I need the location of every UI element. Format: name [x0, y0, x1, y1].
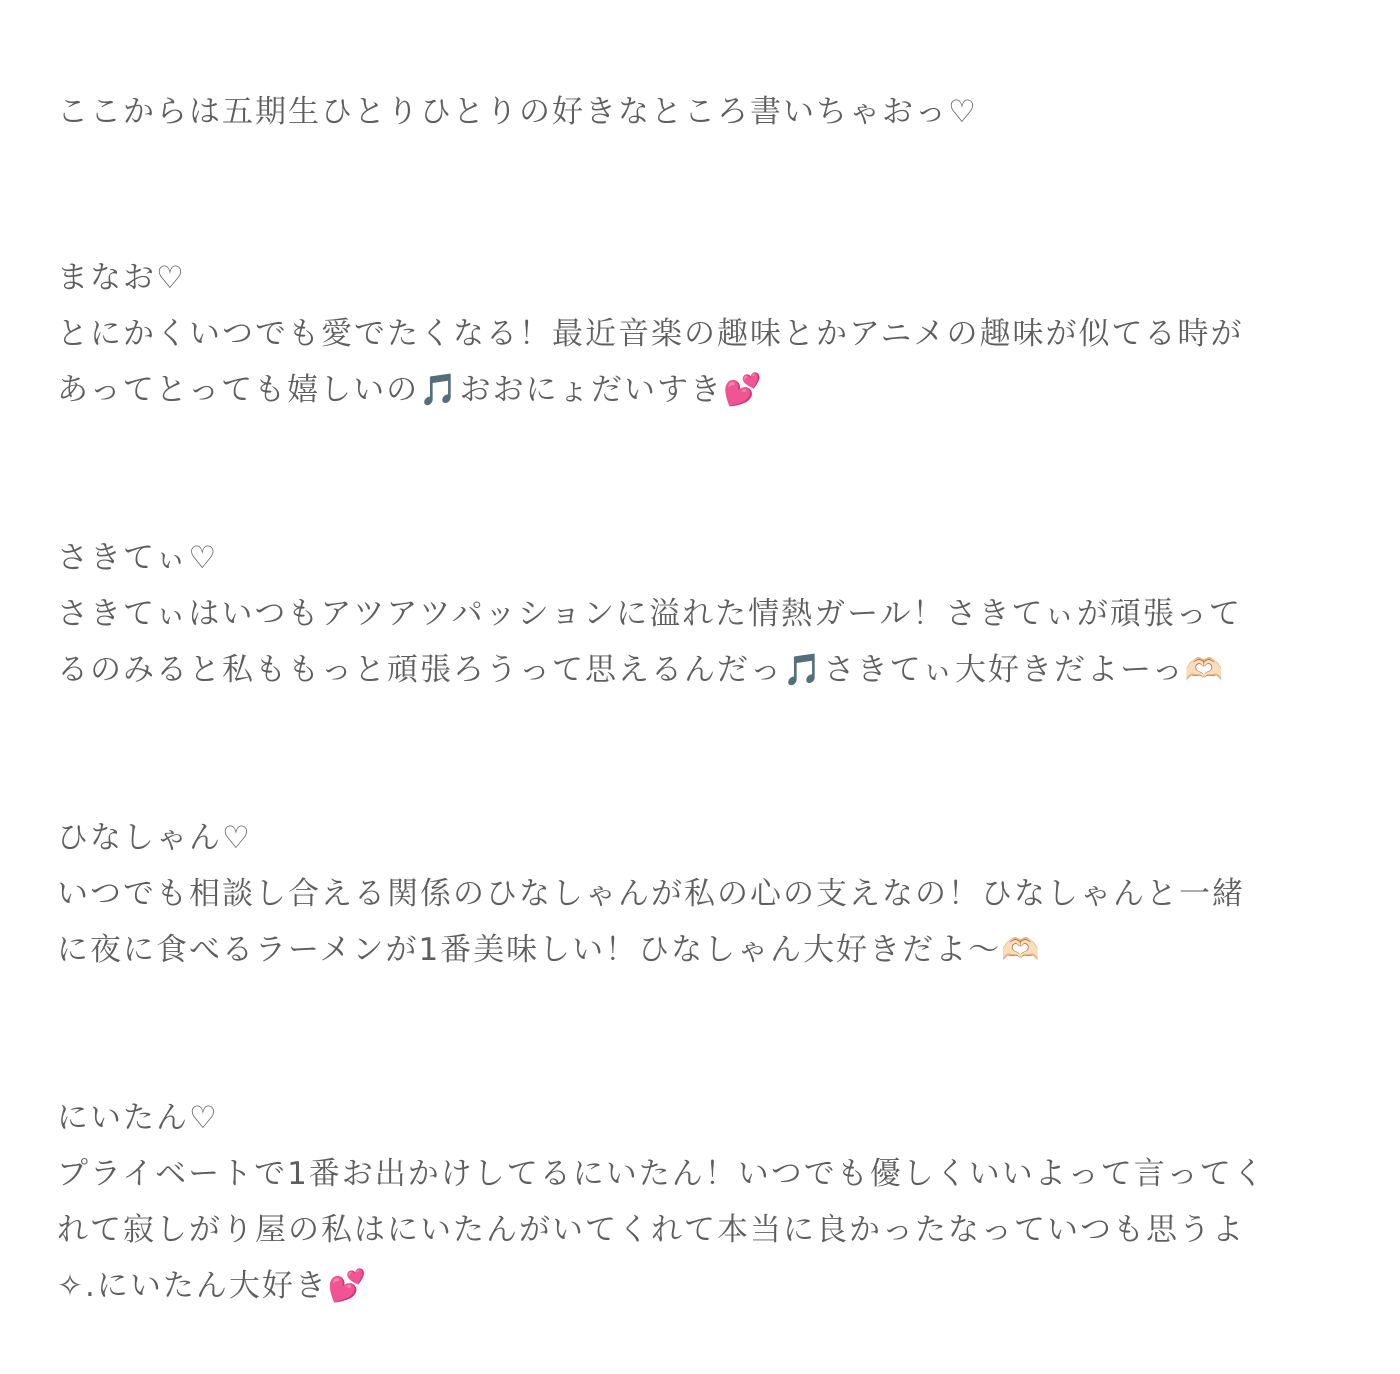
- section-body-line: とにかくいつでも愛でたくなる！最近音楽の趣味とかアニメの趣味が似てる時が: [57, 316, 1244, 352]
- section-heading-sakiti: さきてぃ♡: [57, 540, 219, 576]
- section-body-line: あってとっても嬉しいの🎵おおにょだいすき💕: [57, 372, 764, 408]
- section-body-line: さきてぃはいつもアツアツパッションに溢れた情熱ガール！さきてぃが頑張って: [57, 596, 1242, 632]
- section-body-line: れて寂しがり屋の私はにいたんがいてくれて本当に良かったなっていつも思うよ: [57, 1212, 1245, 1248]
- section-body-line: プライベートで1番お出かけしてるにいたん！いつでも優しくいいよって言ってく: [57, 1156, 1266, 1192]
- section-body-line: いつでも相談し合える関係のひなしゃんが私の心の支えなの！ひなしゃんと一緒: [57, 876, 1245, 912]
- section-body-line: るのみると私ももっと頑張ろうって思えるんだっ🎵さきてぃ大好きだよーっ🫶🏻: [57, 652, 1226, 688]
- section-heading-manao: まなお♡: [57, 260, 186, 296]
- intro-text: ここからは五期生ひとりひとりの好きなところ書いちゃおっ♡: [57, 94, 978, 130]
- section-body-line: に夜に食べるラーメンが1番美味しい！ひなしゃん大好きだよ〜🫶🏻: [57, 932, 1042, 968]
- section-heading-hinashan: ひなしゃん♡: [57, 820, 252, 856]
- section-heading-niitan: にいたん♡: [57, 1100, 219, 1136]
- section-body-line: ✧.にいたん大好き💕: [57, 1268, 369, 1304]
